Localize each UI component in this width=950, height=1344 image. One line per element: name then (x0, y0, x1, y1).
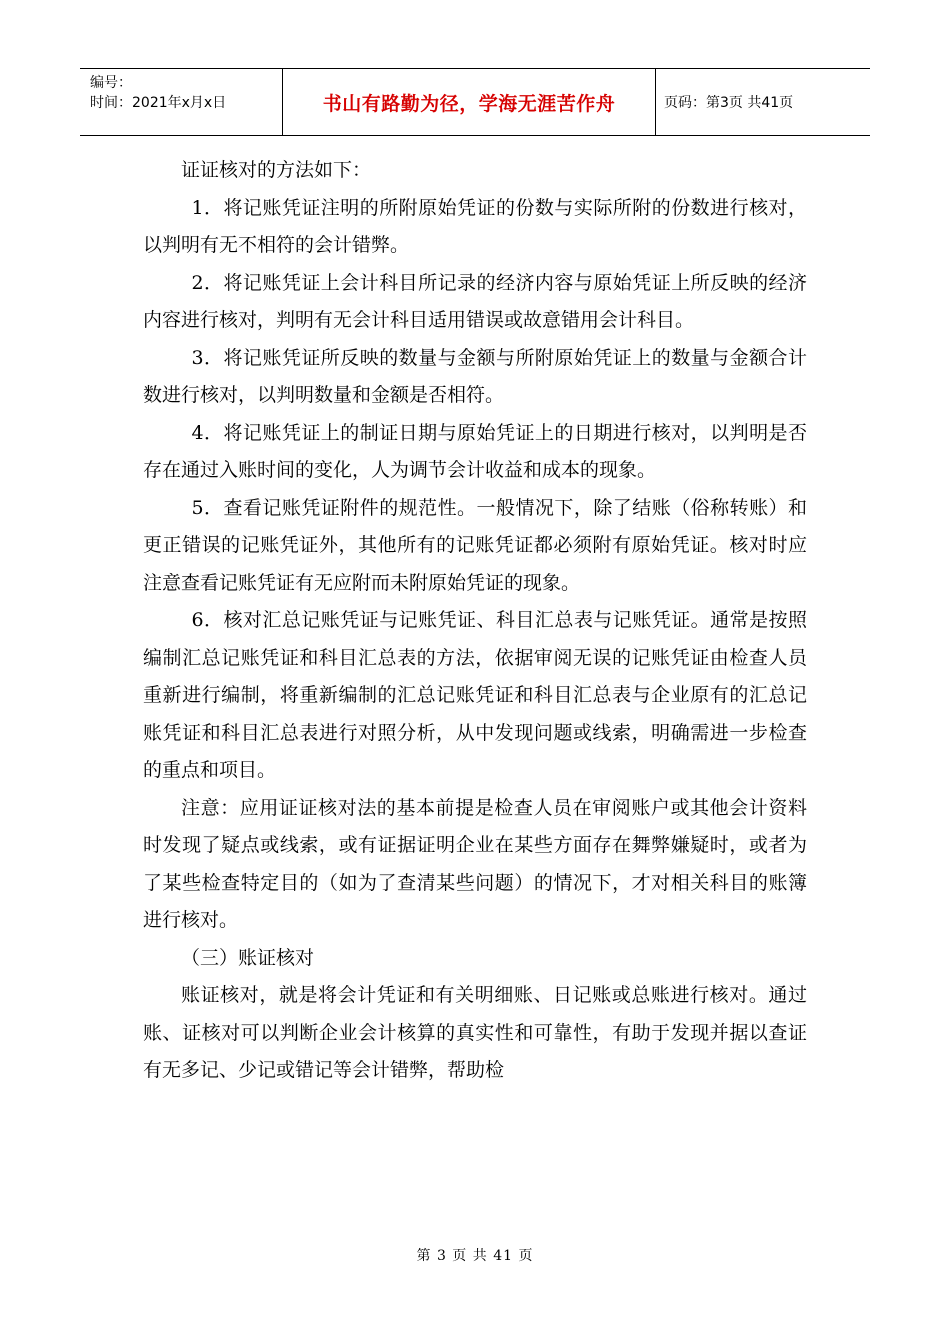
paragraph-intro: 证证核对的方法如下： (181, 159, 372, 181)
document-number-label: 编号： (90, 75, 132, 91)
paragraph-item-5: 5．查看记账凭证附件的规范性。一般情况下，除了结账（俗称转账）和更正错误的记账凭证外，其他所有的记账凭证都必须附有原始凭证。核对时应注意查看记账凭证有无应附而未附原始凭证的现象。 (143, 496, 807, 594)
header-meta (80, 69, 283, 135)
header-page-code: 页码：第3页 共41页 (664, 95, 794, 111)
page-header (80, 68, 870, 136)
document-time-label: 时间：2021年x月x日 (90, 95, 227, 111)
paragraph-account-check: 账证核对，就是将会计凭证和有关明细账、日记账或总账进行核对。通过账、证核对可以判断企业会计核算的真实性和可靠性，有助于发现并据以查证有无多记、少记或错记等会计错弊，帮助检 (143, 984, 807, 1081)
paragraph-item-6: 6．核对汇总记账凭证与记账凭证、科目汇总表与记账凭证。通常是按照编制汇总记账凭证和科目汇总表的方法，依据审阅无误的记账凭证由检查人员重新进行编制，将重新编制的汇总记账凭证和科目汇总表与企业原有的汇总记账凭证和科目汇总表进行对照分析，从中发现问题或线索，明确需进一步检查的重点和项目。 (143, 609, 807, 781)
paragraph-item-4: 4．将记账凭证上的制证日期与原始凭证上的日期进行核对，以判明是否存在通过入账时间的变化，人为调节会计收益和成本的现象。 (143, 421, 807, 481)
document-body (143, 152, 807, 1090)
paragraph-note: 注意：应用证证核对法的基本前提是检查人员在审阅账户或其他会计资料时发现了疑点或线索，或有证据证明企业在某些方面存在舞弊嫌疑时，或者为了某些检查特定目的（如为了查清某些问题）的情况下，才对相关科目的账簿进行核对。 (143, 796, 807, 931)
section-heading: （三）账证核对 (181, 946, 315, 969)
page-footer: 第 3 页 共 41 页 (416, 1248, 534, 1264)
header-motto: 书山有路勤为径，学海无涯苦作舟 (283, 69, 656, 135)
paragraph-item-2: 2．将记账凭证上会计科目所记录的经济内容与原始凭证上所反映的经济内容进行核对，判明有无会计科目适用错误或故意错用会计科目。 (143, 271, 807, 331)
paragraph-item-3: 3．将记账凭证所反映的数量与金额与所附原始凭证上的数量与金额合计数进行核对，以判明数量和金额是否相符。 (143, 346, 807, 406)
paragraph-item-1: 1．将记账凭证注明的所附原始凭证的份数与实际所附的份数进行核对，以判明有无不相符的会计错弊。 (143, 196, 807, 256)
